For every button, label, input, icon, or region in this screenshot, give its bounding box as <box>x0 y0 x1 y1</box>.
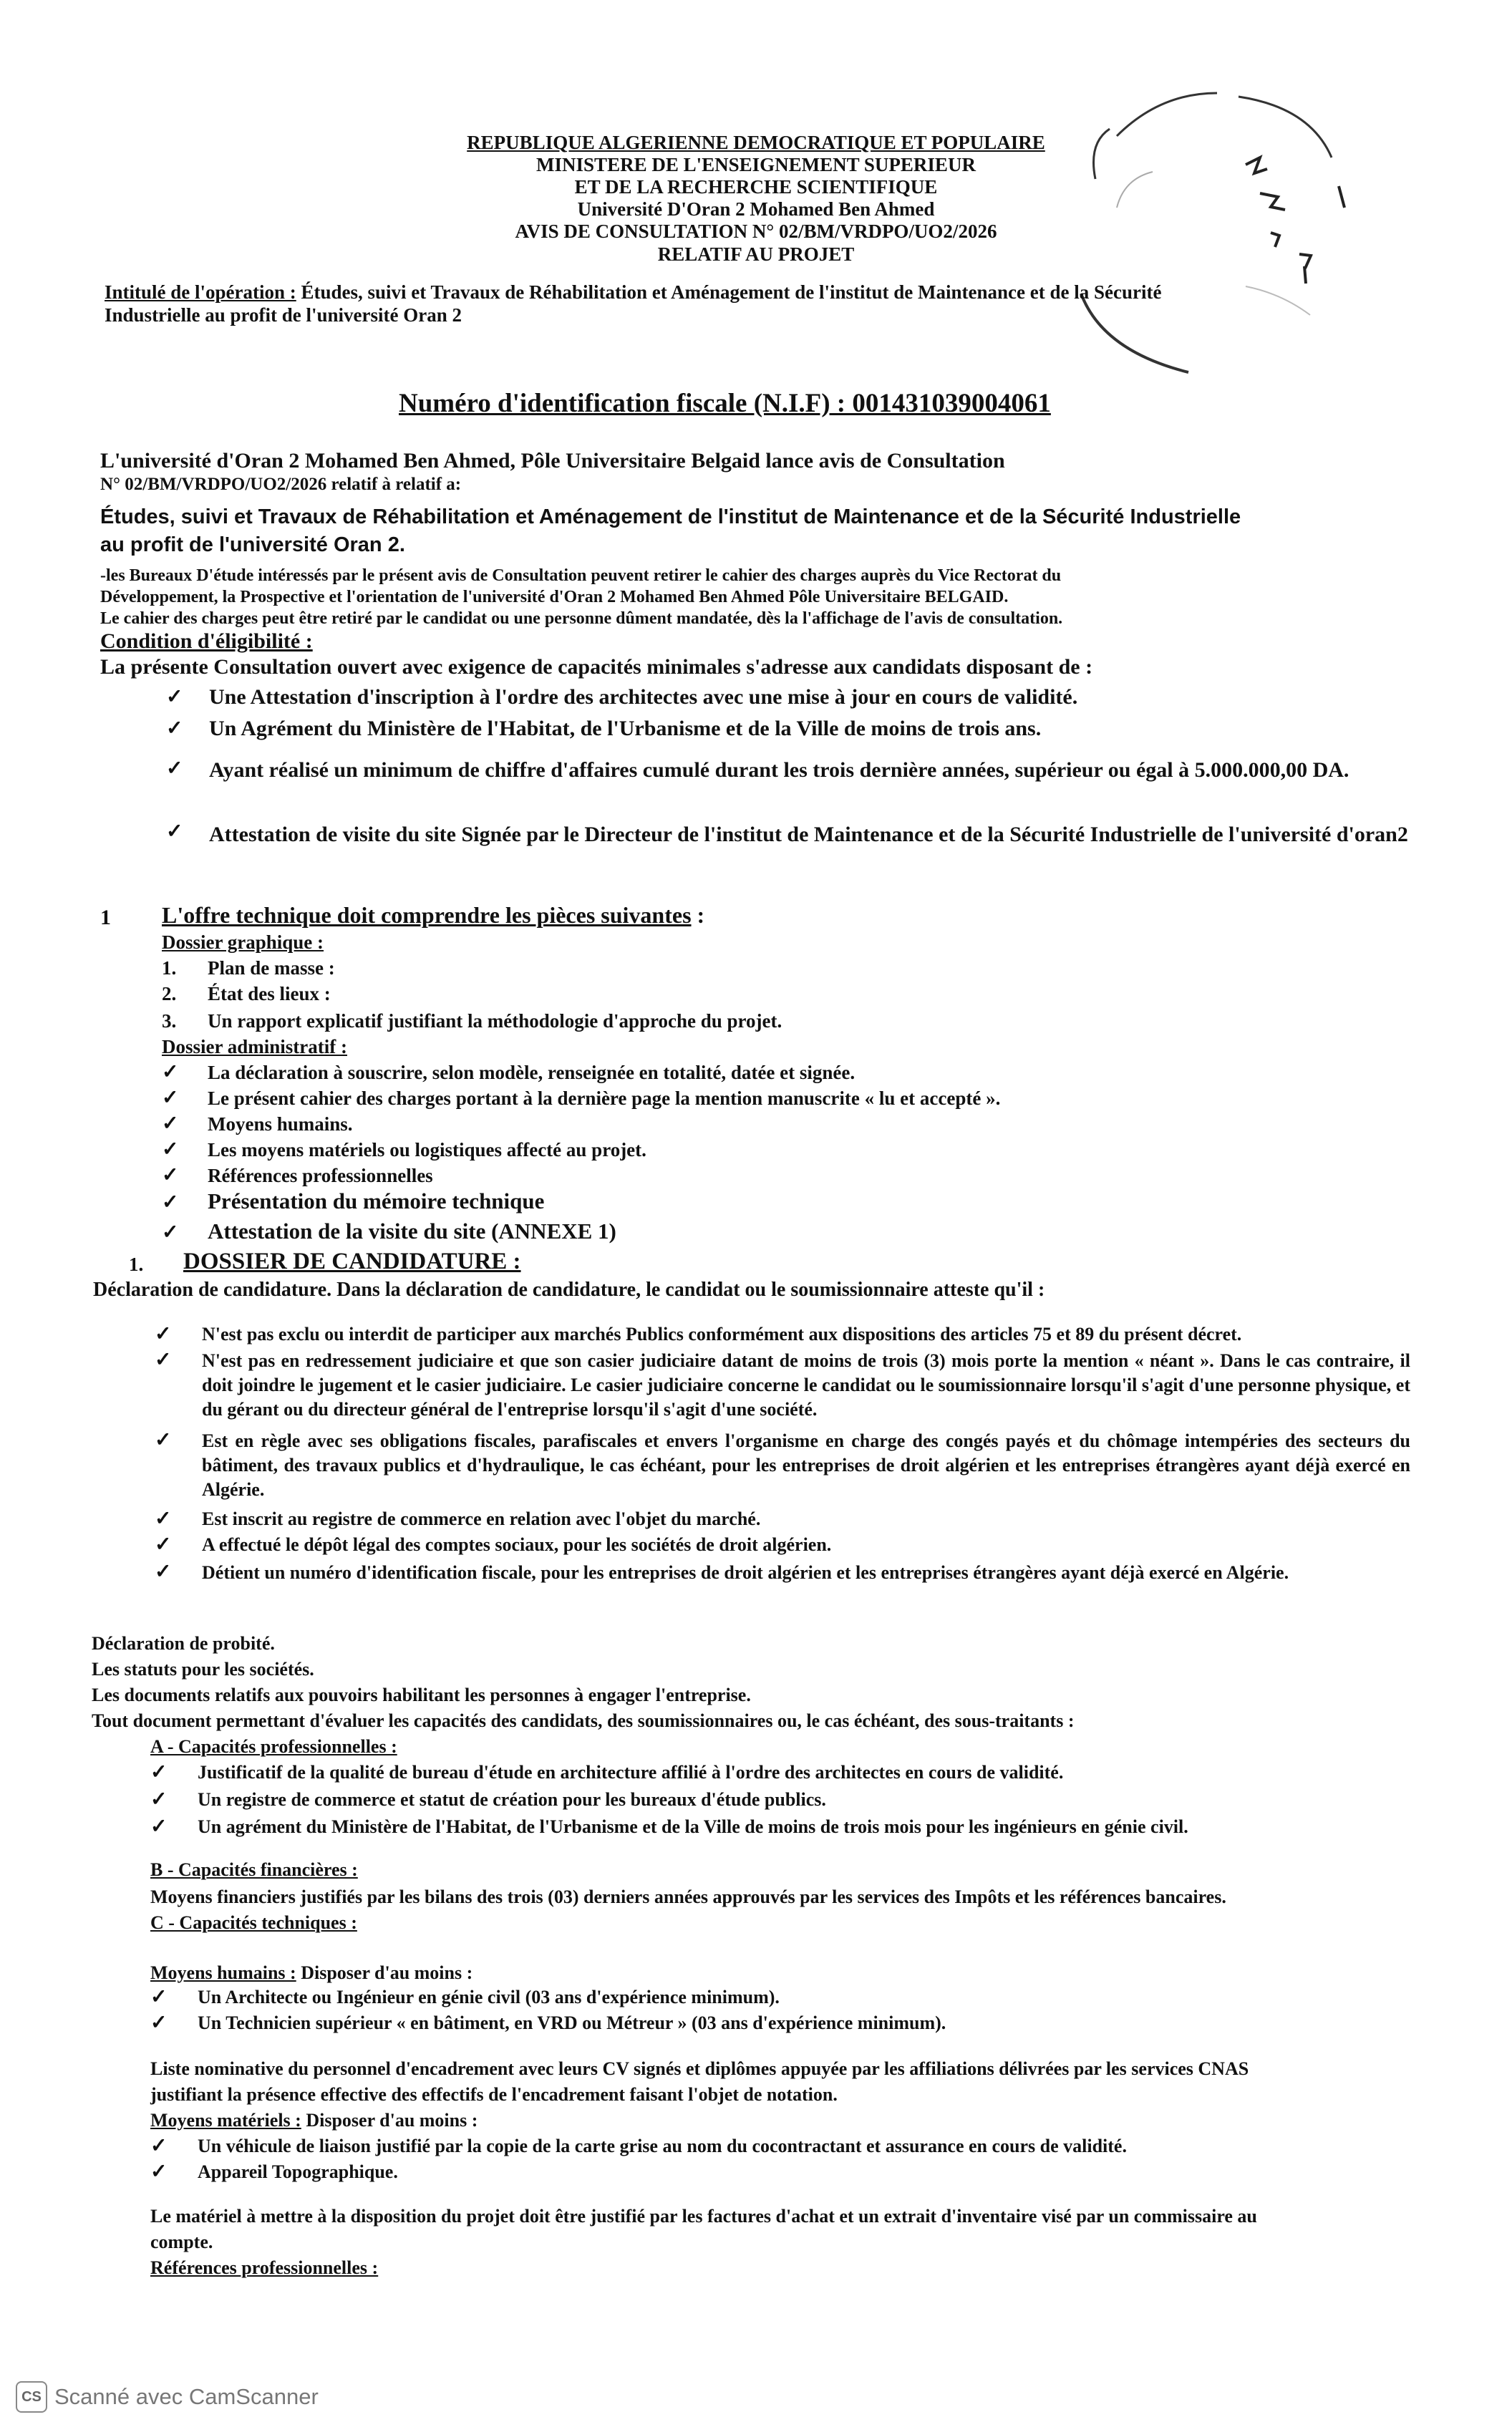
nif-title: Numéro d'identification fiscale (N.I.F) : 001431039004061 <box>399 389 1051 418</box>
check-icon: ✓ <box>162 1164 179 1186</box>
check-icon: ✓ <box>155 1508 172 1530</box>
header-university: Université D'Oran 2 Mohamed Ben Ahmed <box>577 198 935 220</box>
materiels-item: Appareil Topographique. <box>198 2161 398 2182</box>
eligibility-item: Un Agrément du Ministère de l'Habitat, de l'Urbanisme et de la Ville de moins de trois ans. <box>209 717 1042 740</box>
candidature-intro: Déclaration de candidature. Dans la déclaration de candidature, le candidat ou le soumissionnaire atteste qu'il : <box>93 1279 1045 1301</box>
intro-line-2: N° 02/BM/VRDPO/UO2/2026 relatif à relatif a: <box>100 475 462 494</box>
admin-item: Présentation du mémoire technique <box>208 1188 545 1214</box>
intitule-line-1: Intitulé de l'opération : Études, suivi et Travaux de Réhabilitation et Aménagement de l'institut de Maintenance et de la Sécurité <box>105 281 1162 303</box>
check-icon: ✓ <box>150 2135 168 2157</box>
check-icon: ✓ <box>162 1221 179 1244</box>
candidature-item: N'est pas exclu ou interdit de participer aux marchés Publics conformément aux dispositions des articles 75 et 89 du présent décret. <box>202 1324 1242 1345</box>
references-title: Références professionnelles : <box>150 2257 379 2278</box>
cap-pro-item: Un agrément du Ministère de l'Habitat, de l'Urbanisme et de la Ville de moins de trois mois pour les ingénieurs en génie civil. <box>198 1816 1188 1837</box>
intro-operation-line-1: Études, suivi et Travaux de Réhabilitation et Aménagement de l'institut de Maintenance et de la Sécurité Industrielle <box>100 505 1241 528</box>
check-icon: ✓ <box>166 820 183 843</box>
check-icon: ✓ <box>150 1986 168 2008</box>
liste-line-1: Liste nominative du personnel d'encadrement avec leurs CV signés et diplômes appuyée par les affiliations délivrées par les services CNAS <box>150 2058 1249 2079</box>
liste-line-2: justifiant la présence effective des effectifs de l'encadrement faisant l'objet de notation. <box>150 2084 838 2105</box>
check-icon: ✓ <box>162 1113 179 1135</box>
materiels-item: Un véhicule de liaison justifié par la copie de la carte grise au nom du cocontractant et assurance en cours de validité. <box>198 2136 1127 2156</box>
check-icon: ✓ <box>155 1561 172 1583</box>
admin-item: Le présent cahier des charges portant à la dernière page la mention manuscrite « lu et accepté ». <box>208 1088 1001 1109</box>
check-icon: ✓ <box>162 1138 179 1161</box>
check-icon: ✓ <box>150 2161 168 2183</box>
header-avis-number: AVIS DE CONSULTATION N° 02/BM/VRDPO/UO2/2026 <box>515 221 997 242</box>
check-icon: ✓ <box>150 1761 168 1783</box>
candidature-item: Est inscrit au registre de commerce en relation avec l'objet du marché. <box>202 1508 761 1529</box>
cap-fin-text: Moyens financiers justifiés par les bilans des trois (03) derniers années approuvés par les services des Impôts et les références bancaires. <box>150 1886 1226 1907</box>
check-icon: ✓ <box>166 717 183 740</box>
admin-item: Moyens humains. <box>208 1113 353 1135</box>
camscanner-footer <box>16 2381 319 2413</box>
intro-line-1: L'université d'Oran 2 Mohamed Ben Ahmed, Pôle Universitaire Belgaid lance avis de Consultation <box>100 449 1005 473</box>
graphique-item: Un rapport explicatif justifiant la méthodologie d'approche du projet. <box>208 1010 782 1032</box>
check-icon: ✓ <box>162 1087 179 1109</box>
graphique-title: Dossier graphique : <box>162 931 324 953</box>
check-icon: ✓ <box>150 1816 168 1838</box>
materiels-line: Moyens matériels : Disposer d'au moins : <box>150 2110 478 2131</box>
header-republic: REPUBLIQUE ALGERIENNE DEMOCRATIQUE ET POPULAIRE <box>467 132 1045 153</box>
camscanner-text: Scanné avec CamScanner <box>54 2384 319 2409</box>
candidature-item: N'est pas en redressement judiciaire et que son casier judiciaire datant de moins de trois (3) mois porte la mention « néant ». Dans le cas contraire, il doit joindre le jugement et le casier judiciaire. Le casier judiciaire concerne le candidat ou le soumissionnaire lorsqu'il s'agit d'une personne physique, et du gérant ou du directeur général de l'entreprise lorsqu'il s'agit d'une société. <box>202 1350 1410 1420</box>
admin-title: Dossier administratif : <box>162 1036 347 1057</box>
humains-item: Un Architecte ou Ingénieur en génie civil (03 ans d'expérience minimum). <box>198 1987 780 2007</box>
eligibility-title: Condition d'éligibilité : <box>100 629 313 653</box>
candidature-item: A effectué le dépôt légal des comptes sociaux, pour les sociétés de droit algérien. <box>202 1534 832 1555</box>
check-icon: ✓ <box>155 1349 172 1371</box>
check-icon: ✓ <box>155 1429 172 1451</box>
admin-item: Références professionnelles <box>208 1165 433 1186</box>
check-icon: ✓ <box>162 1191 179 1214</box>
materiel-note-line-1: Le matériel à mettre à la disposition du projet doit être justifié par les factures d'achat et un extrait d'inventaire visé par un commissaire au <box>150 2206 1257 2227</box>
intro-line-5: -les Bureaux D'étude intéressés par le présent avis de Consultation peuvent retirer le cahier des charges auprès du Vice Rectorat du <box>100 566 1062 585</box>
camscanner-logo-icon: CS <box>16 2381 47 2413</box>
eligibility-intro: La présente Consultation ouvert avec exigence de capacités minimales s'adresse aux candidats disposant de : <box>100 655 1093 679</box>
check-icon: ✓ <box>166 686 183 708</box>
eligibility-item: Une Attestation d'inscription à l'ordre des architectes avec une mise à jour en cours de validité. <box>209 685 1078 709</box>
offre-number: 1 <box>100 906 111 929</box>
admin-item: La déclaration à souscrire, selon modèle, renseignée en totalité, datée et signée. <box>208 1062 856 1083</box>
humains-item: Un Technicien supérieur « en bâtiment, en VRD ou Métreur » (03 ans d'expérience minimum). <box>198 2012 946 2033</box>
check-icon: ✓ <box>166 757 183 780</box>
graphique-item: Plan de masse : <box>208 957 335 979</box>
header-research: ET DE LA RECHERCHE SCIENTIFIQUE <box>574 176 938 198</box>
candidature-title: DOSSIER DE CANDIDATURE : <box>183 1249 521 1274</box>
check-icon: ✓ <box>155 1534 172 1556</box>
cap-pro-title: A - Capacités professionnelles : <box>150 1736 397 1757</box>
intro-line-6: Développement, la Prospective et l'orientation de l'université d'Oran 2 Mohamed Ben Ahmed Pôle Universitaire BELGAID. <box>100 588 1009 606</box>
check-icon: ✓ <box>150 2012 168 2034</box>
humains-line: Moyens humains : Disposer d'au moins : <box>150 1962 473 1983</box>
graphique-number: 3. <box>162 1010 177 1032</box>
cap-pro-item: Un registre de commerce et statut de création pour les bureaux d'étude publics. <box>198 1789 826 1810</box>
check-icon: ✓ <box>150 1788 168 1811</box>
offre-title: L'offre technique doit comprendre les pièces suivantes : <box>162 902 705 928</box>
candidature-number: 1. <box>129 1254 144 1275</box>
intitule-line-2: Industrielle au profit de l'université Oran 2 <box>105 304 462 326</box>
statuts-line: Les statuts pour les sociétés. <box>92 1659 314 1680</box>
header-ministry: MINISTERE DE L'ENSEIGNEMENT SUPERIEUR <box>536 154 976 175</box>
eligibility-item: Attestation de visite du site Signée par le Directeur de l'institut de Maintenance et de la Sécurité Industrielle de l'université d'oran2 <box>209 823 1408 846</box>
cap-pro-item: Justificatif de la qualité de bureau d'étude en architecture affilié à l'ordre des architectes en cours de validité. <box>198 1762 1064 1783</box>
admin-item: Attestation de la visite du site (ANNEXE 1) <box>208 1219 616 1244</box>
check-icon: ✓ <box>155 1323 172 1345</box>
probite-line: Déclaration de probité. <box>92 1633 275 1654</box>
intitule-label: Intitulé de l'opération : <box>105 281 296 303</box>
materiel-note-line-2: compte. <box>150 2232 213 2252</box>
capacites-intro: Tout document permettant d'évaluer les capacités des candidats, des soumissionnaires ou, le cas échéant, des sous-traitants : <box>92 1710 1075 1731</box>
intro-operation-line-2: au profit de l'université Oran 2. <box>100 533 405 556</box>
graphique-number: 2. <box>162 983 177 1004</box>
header-relatif: RELATIF AU PROJET <box>657 243 855 265</box>
check-icon: ✓ <box>162 1061 179 1083</box>
cap-tech-title: C - Capacités techniques : <box>150 1912 357 1933</box>
candidature-item: Est en règle avec ses obligations fiscales, parafiscales et envers l'organisme en charge des congés payés et du chômage intempéries des secteurs du bâtiment, des travaux publics et d'hydraulique, le cas échéant, pour les entreprises de droit algérien et les entreprises étrangères ayant déjà exercé en Algérie. <box>202 1430 1410 1500</box>
cap-fin-title: B - Capacités financières : <box>150 1859 358 1880</box>
graphique-item: État des lieux : <box>208 983 331 1004</box>
admin-item: Les moyens matériels ou logistiques affecté au projet. <box>208 1139 646 1161</box>
pouvoirs-line: Les documents relatifs aux pouvoirs habilitant les personnes à engager l'entreprise. <box>92 1685 751 1705</box>
intro-line-7: Le cahier des charges peut être retiré par le candidat ou une personne dûment mandatée, dès la l'affichage de l'avis de consultation. <box>100 609 1063 628</box>
graphique-number: 1. <box>162 957 177 979</box>
eligibility-item: Ayant réalisé un minimum de chiffre d'affaires cumulé durant les trois dernière années, supérieur ou égal à 5.000.000,00 DA. <box>209 758 1349 782</box>
candidature-item: Détient un numéro d'identification fiscale, pour les entreprises de droit algérien et les entreprises étrangères ayant déjà exercé en Algérie. <box>202 1562 1289 1583</box>
